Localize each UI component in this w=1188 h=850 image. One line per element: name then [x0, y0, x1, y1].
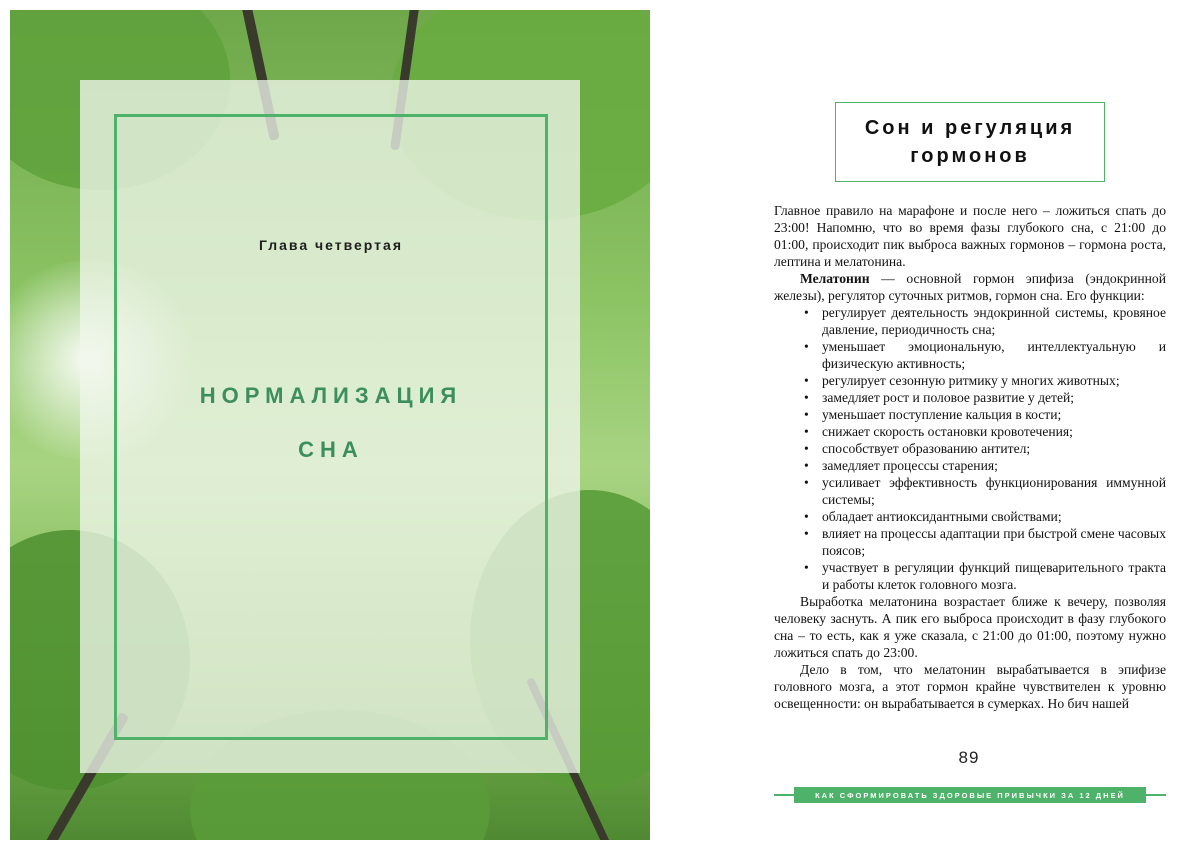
- chapter-cover-page: [10, 10, 650, 840]
- list-item: • замедляет процессы старения;: [822, 457, 1166, 474]
- paragraph-2: [774, 270, 1166, 304]
- list-item: • уменьшает эмоциональную, интеллектуальную и физическую активность;: [822, 338, 1166, 372]
- paragraph-2-text: — основной гормон эпифиза (эндокринной железы), регулятор суточных ритмов, гормон сна. Его функции:: [774, 271, 1166, 303]
- chapter-title-line-2: СНА: [298, 437, 364, 462]
- body-text: [774, 202, 1166, 712]
- page-number: 89: [958, 748, 980, 767]
- section-heading-line-1: Сон и регуляция: [864, 117, 1076, 139]
- running-footer-text: КАК СФОРМИРОВАТЬ ЗДОРОВЫЕ ПРИВЫЧКИ ЗА 12 ДНЕЙ: [815, 790, 1125, 800]
- list-item: • влияет на процессы адаптации при быстрой смене часовых поясов;: [822, 525, 1166, 559]
- list-item: • снижает скорость остановки кровотечения;: [822, 423, 1166, 440]
- functions-list: [774, 304, 1166, 593]
- list-item: • регулирует сезонную ритмику у многих животных;: [822, 372, 1166, 389]
- chapter-label: Глава четвертая: [259, 237, 403, 253]
- list-item: • способствует образованию антител;: [822, 440, 1166, 457]
- term-melatonin: Мелатонин: [800, 271, 870, 286]
- running-footer: [794, 787, 1146, 803]
- section-heading-line-2: гормонов: [910, 145, 1030, 167]
- list-item: • замедляет рост и половое развитие у детей;: [822, 389, 1166, 406]
- cover-frame: [114, 114, 548, 740]
- list-item: • обладает антиоксидантными свойствами;: [822, 508, 1166, 525]
- section-heading-box: [835, 102, 1105, 182]
- list-item: • регулирует деятельность эндокринной системы, кровяное давление, периодичность сна;: [822, 304, 1166, 338]
- list-item: • уменьшает поступление кальция в кости;: [822, 406, 1166, 423]
- paragraph-4: Дело в том, что мелатонин вырабатывается в эпифизе головного мозга, а этот гормон крайне чувствителен к уровню освещенности: он вырабатывается в сумерках. Но бич нашей: [774, 662, 1166, 711]
- list-item: • участвует в регуляции функций пищеварительного тракта и работы клеток головного мозга.: [822, 559, 1166, 593]
- text-page: [650, 10, 1178, 840]
- paragraph-1: Главное правило на марафоне и после него – ложиться спать до 23:00! Напомню, что во время фазы глубокого сна, с 21:00 до 01:00, происходит пик выброса важных гормонов – гормона роста, лептина и мелатонина.: [774, 203, 1166, 269]
- paragraph-3: Выработка мелатонина возрастает ближе к вечеру, позволяя человеку заснуть. А пик его выброса происходит в фазу глубокого сна – то есть, как я уже сказала, с 21:00 до 01:00, поэтому нужно ложиться спать до 23:00.: [774, 594, 1166, 660]
- chapter-title-line-1: НОРМАЛИЗАЦИЯ: [199, 383, 463, 408]
- list-item: • усиливает эффективность функционирования иммунной системы;: [822, 474, 1166, 508]
